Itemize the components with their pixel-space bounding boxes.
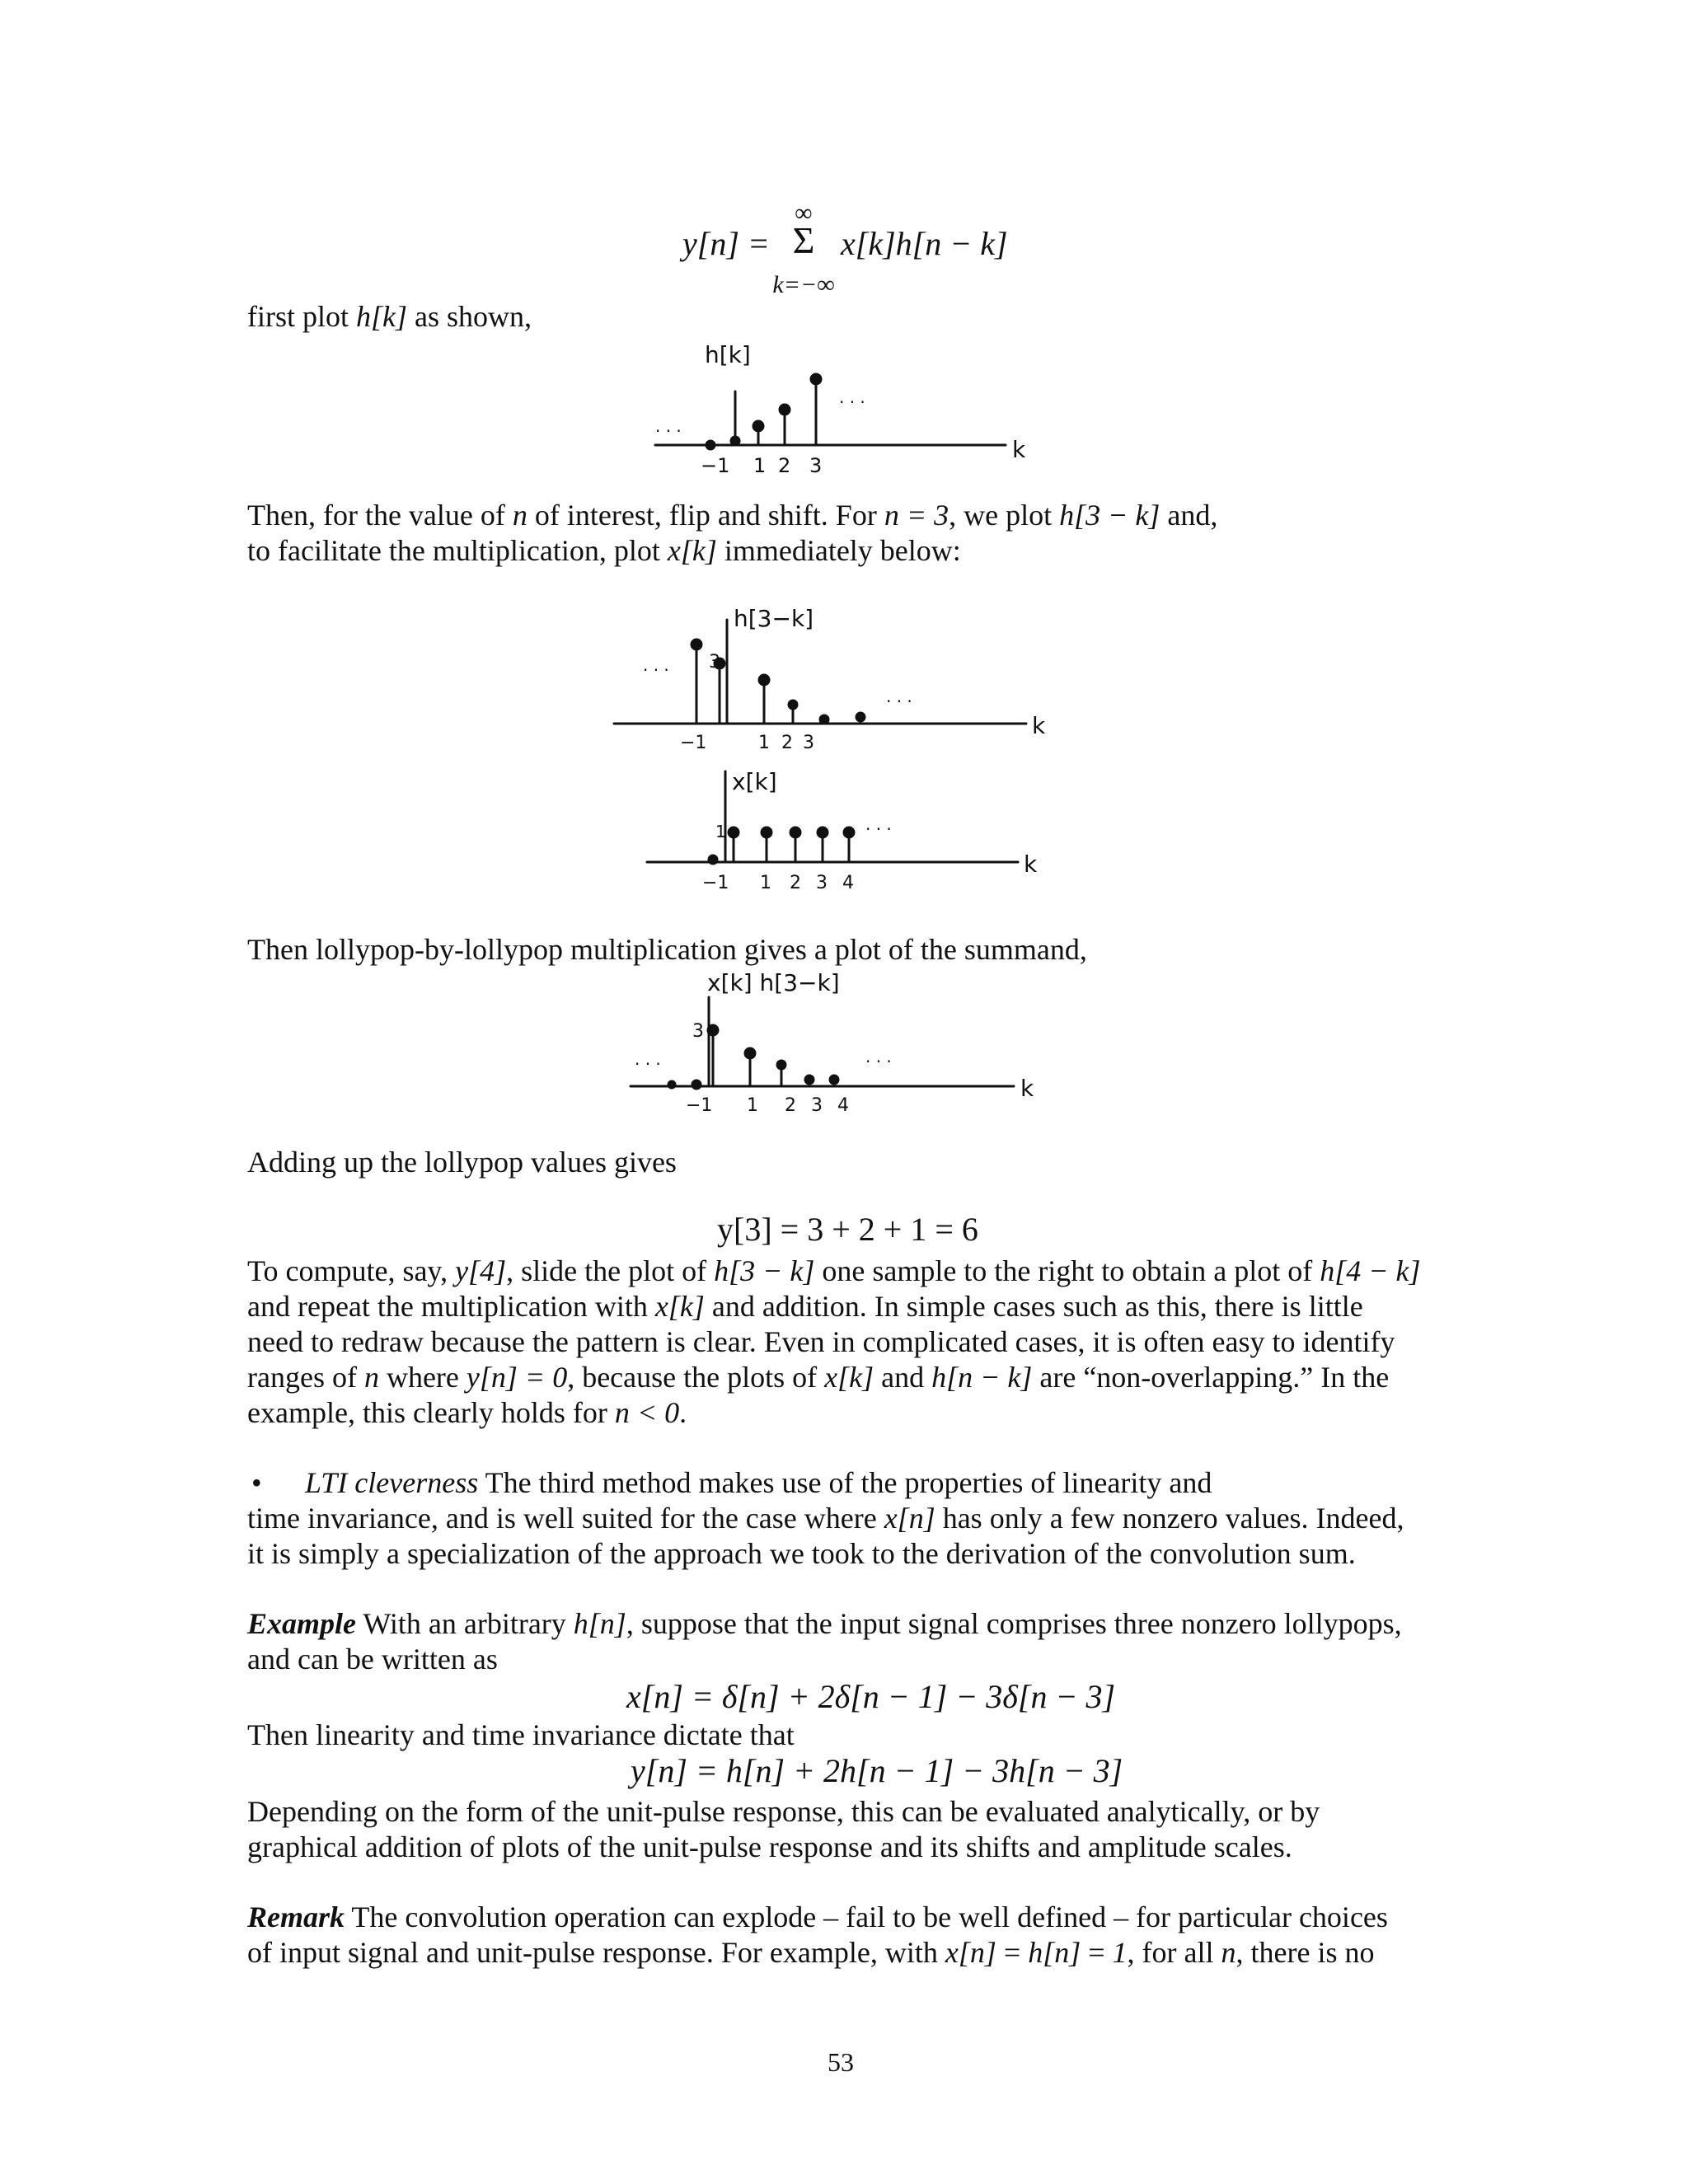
dots-left-product: · · · [635, 1054, 661, 1074]
lollipop-x-1 [762, 827, 771, 837]
dots-left-h-k: · · · [655, 421, 682, 441]
lollipop-x-4 [844, 827, 854, 837]
text-depending-line2: graphical addition of plots of the unit-pulse response and its shifts and amplitude scales. [247, 1830, 1292, 1863]
dots-right-h-k: · · · [839, 392, 865, 412]
text-first-plot: first plot h[k] as shown, [247, 300, 532, 333]
lollipop-h3k-2 [789, 701, 797, 709]
lollipop-h-2 [780, 405, 790, 415]
xlabel-h-k: k [1012, 436, 1026, 463]
lollipop-p-2 [777, 1061, 785, 1069]
tick-x-1: 1 [760, 873, 771, 893]
lollipop-x-3 [818, 827, 828, 837]
tick-x-neg1: −1 [702, 873, 729, 893]
lollipop-h3k-4 [856, 713, 865, 721]
lollipop-h-0 [731, 437, 739, 445]
text-remark-line1: Remark The convolution operation can explode – fail to be well defined – for particular choices [247, 1900, 1388, 1933]
ylabel-h-k: h[k] [705, 341, 751, 368]
lollipop-h3k-1 [759, 675, 769, 685]
lollipop-p-0 [708, 1025, 718, 1035]
tick-h3k-neg1: −1 [680, 733, 707, 750]
lollipop-x-2 [790, 827, 800, 837]
tick-h3k-2: 2 [781, 733, 793, 750]
text-example-line2: and can be written as [247, 1643, 498, 1675]
tick-x-2: 2 [790, 873, 801, 893]
bullet-marker: • [251, 1466, 262, 1499]
tick-p-3: 3 [811, 1095, 823, 1113]
text-flip-line2: to facilitate the multiplication, plot x[k] immediately below: [247, 534, 961, 567]
figure-h-3-minus-k [610, 602, 1071, 750]
text-depending-line1: Depending on the form of the unit-pulse response, this can be evaluated analytically, or by [247, 1795, 1320, 1828]
equation-yn: y[n] = h[n] + 2h[n − 1] − 3h[n − 3] [631, 1752, 1123, 1789]
lollipop-p-1 [745, 1048, 755, 1058]
value-label-3-product: 3 [692, 1021, 704, 1042]
text-compute-line3: need to redraw because the pattern is clear. Even in complicated cases, it is often easy to identify [247, 1325, 1395, 1358]
tick-p-4: 4 [837, 1095, 849, 1113]
page-number: 53 [828, 2047, 854, 2077]
conv-sum-upper-limit: ∞ [795, 199, 813, 227]
lollipop-x-0 [729, 827, 738, 837]
figure-h-of-k [643, 334, 1039, 478]
text-lollypop: Then lollypop-by-lollypop multiplication gives a plot of the summand, [247, 933, 1087, 966]
lollipop-h-3 [811, 374, 821, 384]
text-compute-line1: To compute, say, y[4], slide the plot of h[3 − k] one sample to the right to obtain a plot of h[4 − k] [247, 1254, 1421, 1287]
ylabel-x-k: x[k] [732, 768, 777, 795]
xlabel-x: k [1024, 851, 1038, 878]
lollipop-p-neg1 [692, 1080, 701, 1089]
tick-x-4: 4 [842, 873, 854, 893]
tick-h3k-3: 3 [803, 733, 814, 750]
conv-sum-lower-limit: k=−∞ [772, 271, 835, 298]
text-adding: Adding up the lollypop values gives [247, 1146, 677, 1179]
tick-p-2: 2 [785, 1095, 796, 1113]
tick-x-3: 3 [816, 873, 828, 893]
dots-left-h3k: · · · [643, 660, 669, 680]
text-compute-line2: and repeat the multiplication with x[k] and addition. In simple cases such as this, there is little [247, 1290, 1363, 1323]
text-flip-line1: Then, for the value of n of interest, flip and shift. For n = 3, we plot h[3 − k] and, [247, 499, 1218, 532]
conv-sum-rhs: x[k]h[n − k] [841, 225, 1008, 262]
text-compute-line4: ranges of n where y[n] = 0, because the plots of x[k] and h[n − k] are “non-overlapping.” In the [247, 1361, 1390, 1394]
tick-h-neg1: −1 [701, 454, 730, 477]
lollipop-h3k-neg1 [692, 640, 701, 649]
value-label-3: 3 [709, 652, 720, 673]
equation-xn: x[n] = δ[n] + 2δ[n − 1] − 3δ[n − 3] [626, 1678, 1116, 1715]
dots-right-x: · · · [865, 819, 892, 839]
xlabel-h3k: k [1032, 712, 1046, 739]
lollipop-h-neg1 [706, 441, 715, 449]
equation-y3: y[3] = 3 + 2 + 1 = 6 [717, 1211, 978, 1248]
text-linearity: Then linearity and time invariance dictate that [247, 1718, 795, 1751]
lollipop-h3k-3 [820, 715, 828, 724]
ylabel-h-3-minus-k: h[3−k] [734, 605, 814, 632]
value-label-1: 1 [715, 822, 726, 841]
tick-h-1: 1 [753, 454, 767, 477]
lollipop-x-neg1 [709, 855, 717, 864]
text-lti-line3: it is simply a specialization of the approach we took to the derivation of the convolution sum. [247, 1537, 1356, 1570]
text-example-line1: Example With an arbitrary h[n], suppose that the input signal comprises three nonzero lollypops, [247, 1607, 1402, 1640]
text-lti-line1: LTI cleverness The third method makes use of the properties of linearity and [305, 1466, 1212, 1499]
tick-p-neg1: −1 [686, 1095, 713, 1113]
lollipop-h-1 [753, 421, 763, 431]
lollipop-p-3 [805, 1076, 814, 1084]
figure-product [626, 964, 1071, 1113]
conv-sum-sigma: Σ [792, 219, 815, 261]
dots-right-product: · · · [865, 1052, 892, 1071]
lollipop-p-neg2 [668, 1081, 675, 1088]
figure-x-of-k [643, 757, 1071, 897]
conv-sum-lhs: y[n] = [682, 225, 770, 262]
ylabel-product: x[k] h[3−k] [707, 969, 840, 996]
text-compute-line5: example, this clearly holds for n < 0. [247, 1396, 687, 1429]
tick-h-3: 3 [809, 454, 823, 477]
text-lti-line2: time invariance, and is well suited for the case where x[n] has only a few nonzero values. Indeed, [247, 1502, 1404, 1535]
tick-h-2: 2 [778, 454, 791, 477]
xlabel-product: k [1020, 1075, 1034, 1102]
text-remark-line2: of input signal and unit-pulse response. For example, with x[n] = h[n] = 1, for all n, there is no [247, 1936, 1375, 1969]
tick-p-1: 1 [747, 1095, 758, 1113]
lollipop-p-4 [830, 1076, 838, 1084]
dots-right-h3k: · · · [886, 691, 912, 711]
tick-h3k-1: 1 [758, 733, 770, 750]
